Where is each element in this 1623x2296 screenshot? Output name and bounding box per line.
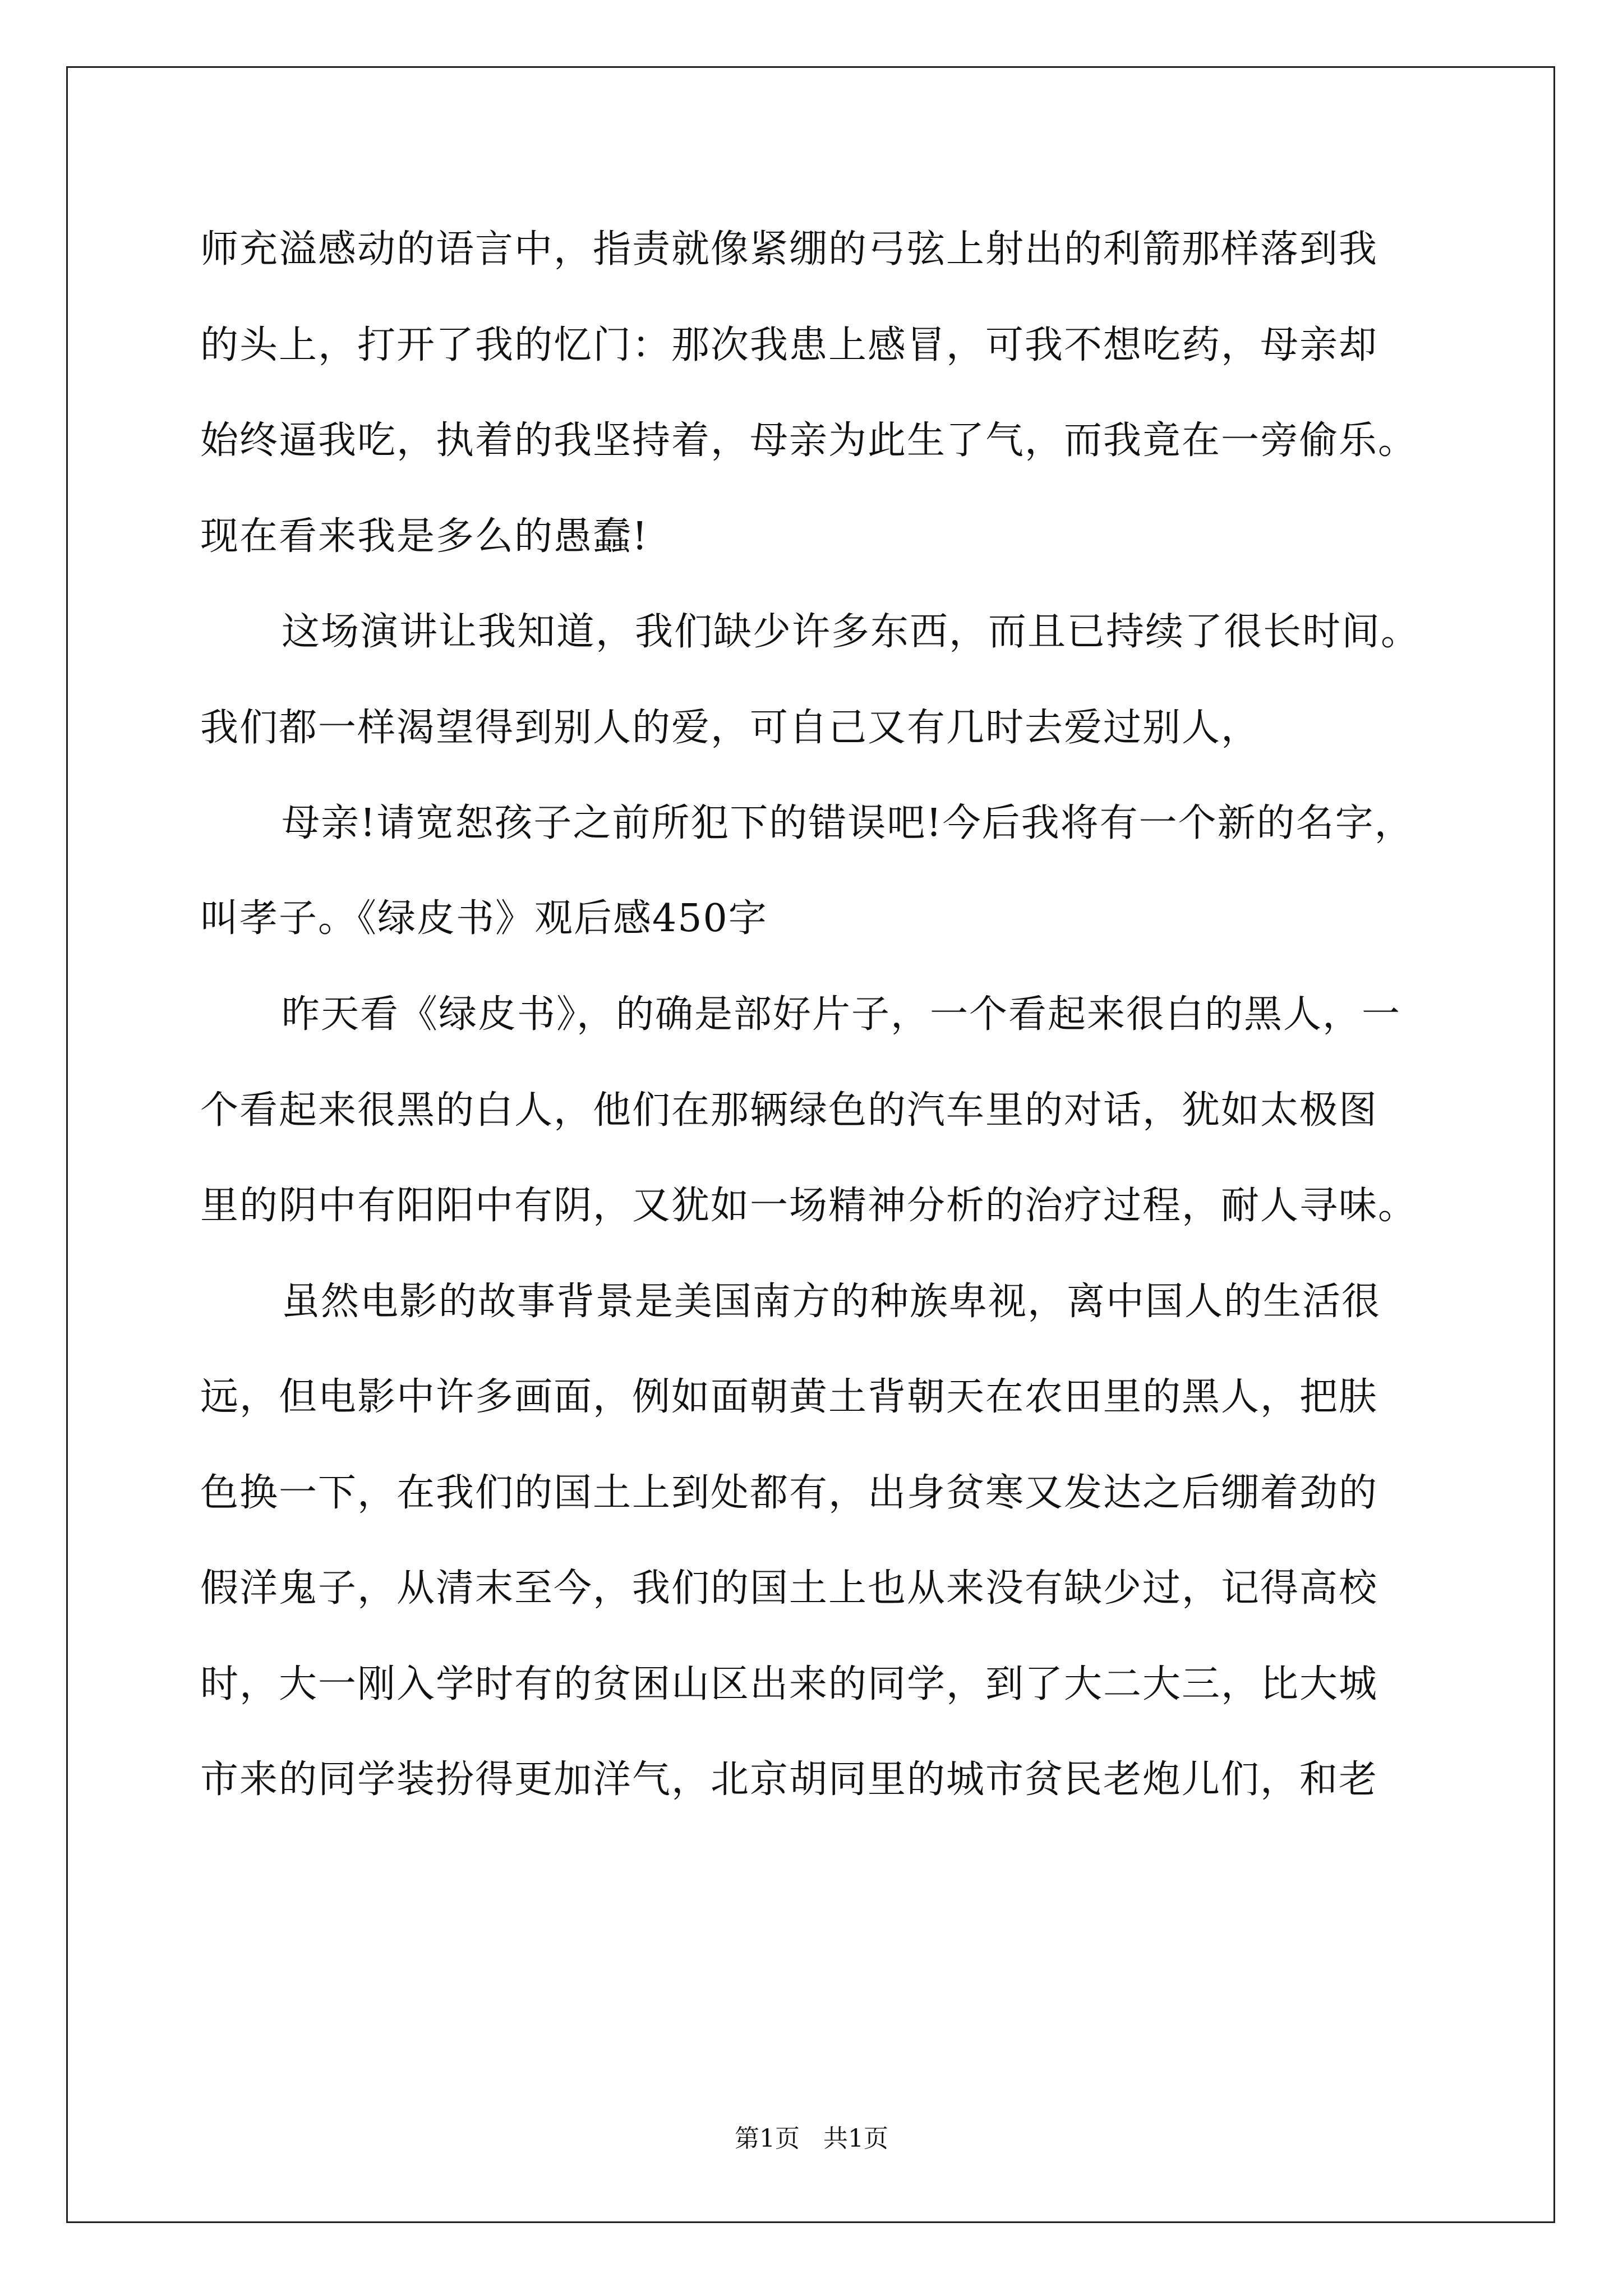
text-line: 叫孝子。《绿皮书》观后感450字	[200, 896, 768, 941]
text-line: 时，大一刚入学时有的贫困山区出来的同学，到了大二大三，比大城	[200, 1662, 1378, 1706]
text-line: 师充溢感动的语言中，指责就像紧绷的弓弦上射出的利箭那样落到我	[200, 227, 1378, 272]
page-border	[66, 66, 1555, 2223]
paragraph-first-line: 虽然电影的故事背景是美国南方的种族卑视，离中国人的生活很	[282, 1280, 1381, 1324]
text-line: 的头上，打开了我的忆门：那次我患上感冒，可我不想吃药，母亲却	[200, 323, 1378, 367]
text-line: 始终逼我吃，执着的我坚持着，母亲为此生了气，而我竟在一旁偷乐。	[200, 418, 1418, 463]
text-line: 色换一下，在我们的国土上到处都有，出身贫寒又发达之后绷着劲的	[200, 1471, 1378, 1515]
text-line: 个看起来很黑的白人，他们在那辆绿色的汽车里的对话，犹如太极图	[200, 1088, 1378, 1133]
page-footer: 第1页 共1页	[735, 2124, 888, 2153]
text-line: 我们都一样渴望得到别人的爱，可自己又有几时去爱过别人，	[200, 706, 1261, 750]
paragraph-first-line: 昨天看《绿皮书》，的确是部好片子，一个看起来很白的黑人，一	[282, 992, 1401, 1037]
text-line: 里的阴中有阳阳中有阴，又犹如一场精神分析的治疗过程，耐人寻味。	[200, 1184, 1418, 1228]
text-line: 市来的同学装扮得更加洋气，北京胡同里的城市贫民老炮儿们，和老	[200, 1757, 1378, 1802]
text-line: 远，但电影中许多画面，例如面朝黄土背朝天在农田里的黑人，把肤	[200, 1375, 1378, 1419]
paragraph-first-line: 母亲!请宽恕孩子之前所犯下的错误吧!今后我将有一个新的名字，	[282, 801, 1414, 845]
paragraph-first-line: 这场演讲让我知道，我们缺少许多东西，而且已持续了很长时间。	[282, 610, 1421, 654]
text-line: 现在看来我是多么的愚蠢!	[200, 514, 649, 559]
text-line: 假洋鬼子，从清末至今，我们的国土上也从来没有缺少过，记得高校	[200, 1566, 1378, 1611]
